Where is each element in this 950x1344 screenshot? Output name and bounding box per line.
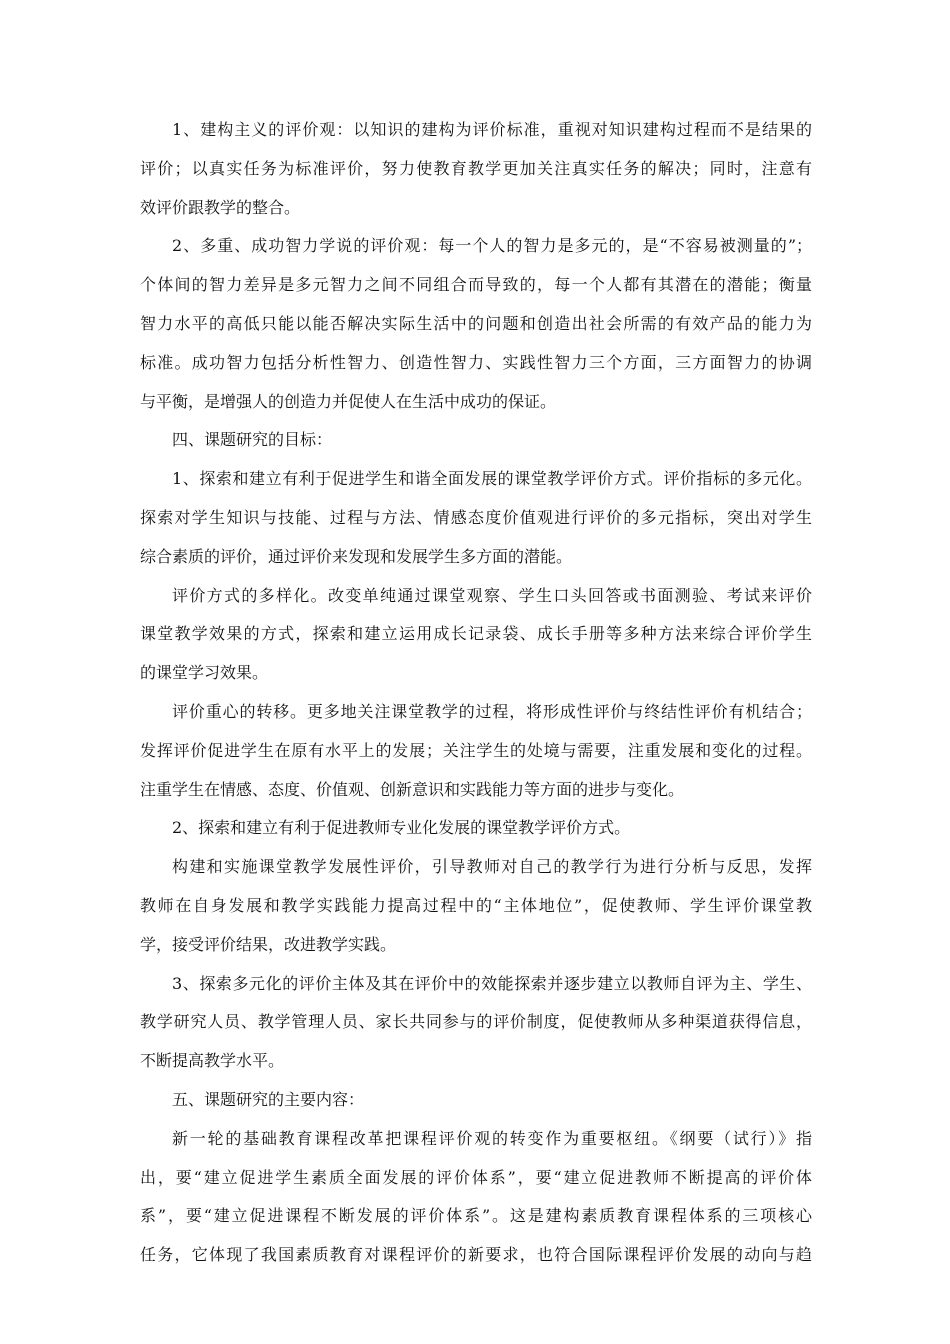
text-line: 教学研究人员、教学管理人员、家长共同参与的评价制度，促使教师从多种渠道获得信息， <box>140 1012 812 1032</box>
text-line: 个体间的智力差异是多元智力之间不同组合而导致的，每一个人都有其潜在的潜能；衡量 <box>140 275 812 295</box>
text-line: 五、课题研究的主要内容： <box>172 1089 365 1109</box>
text-line: 注重学生在情感、态度、价值观、创新意识和实践能力等方面的进步与变化。 <box>140 779 685 799</box>
text-line: 出，要“建立促进学生素质全面发展的评价体系”，要“建立促进教师不断提高的评价体 <box>140 1167 812 1187</box>
text-line: 构建和实施课堂教学发展性评价，引导教师对自己的教学行为进行分析与反思，发挥 <box>172 857 812 877</box>
text-line: 学，接受评价结果，改进教学实践。 <box>140 934 397 954</box>
text-line: 教师在自身发展和教学实践能力提高过程中的“主体地位”，促使教师、学生评价课堂教 <box>140 895 812 915</box>
text-line: 评价；以真实任务为标准评价，努力使教育教学更加关注真实任务的解决；同时，注意有 <box>140 158 812 178</box>
text-line: 评价重心的转移。更多地关注课堂教学的过程，将形成性评价与终结性评价有机结合； <box>172 701 812 721</box>
document-body <box>140 111 812 1275</box>
text-line: 智力水平的高低只能以能否解决实际生活中的问题和创造出社会所需的有效产品的能力为 <box>140 313 812 333</box>
text-line: 探索对学生知识与技能、过程与方法、情感态度价值观进行评价的多元指标，突出对学生 <box>140 507 812 527</box>
text-line: 与平衡，是增强人的创造力并促使人在生活中成功的保证。 <box>140 391 557 411</box>
text-line: 的课堂学习效果。 <box>140 663 269 683</box>
text-line: 2、探索和建立有利于促进教师专业化发展的课堂教学评价方式。 <box>172 818 631 838</box>
text-line: 1、建构主义的评价观：以知识的建构为评价标准，重视对知识建构过程而不是结果的 <box>172 120 812 139</box>
text-line: 课堂教学效果的方式，探索和建立运用成长记录袋、成长手册等多种方法来综合评价学生 <box>140 624 812 644</box>
text-line: 不断提高教学水平。 <box>140 1051 285 1071</box>
text-line: 任务，它体现了我国素质教育对课程评价的新要求，也符合国际课程评价发展的动向与趋 <box>140 1245 812 1265</box>
text-line: 3、探索多元化的评价主体及其在评价中的效能探索并逐步建立以教师自评为主、学生、 <box>172 973 812 993</box>
text-line: 发挥评价促进学生在原有水平上的发展；关注学生的处境与需要，注重发展和变化的过程。 <box>140 740 812 760</box>
text-line: 1、探索和建立有利于促进学生和谐全面发展的课堂教学评价方式。评价指标的多元化。 <box>172 469 812 489</box>
text-line: 效评价跟教学的整合。 <box>140 197 301 217</box>
text-line: 新一轮的基础教育课程改革把课程评价观的转变作为重要枢纽。《纲要（试行）》指 <box>172 1128 812 1148</box>
text-line: 系”，要“建立促进课程不断发展的评价体系”。这是建构素质教育课程体系的三项核心 <box>140 1206 812 1226</box>
text-line: 2、多重、成功智力学说的评价观：每一个人的智力是多元的，是“不容易被测量的”； <box>172 236 812 256</box>
text-line: 标准。成功智力包括分析性智力、创造性智力、实践性智力三个方面，三方面智力的协调 <box>140 352 812 372</box>
text-line: 评价方式的多样化。改变单纯通过课堂观察、学生口头回答或书面测验、考试来评价 <box>172 585 812 605</box>
text-line: 四、课题研究的目标： <box>172 430 333 450</box>
text-line: 综合素质的评价，通过评价来发现和发展学生多方面的潜能。 <box>140 546 573 566</box>
